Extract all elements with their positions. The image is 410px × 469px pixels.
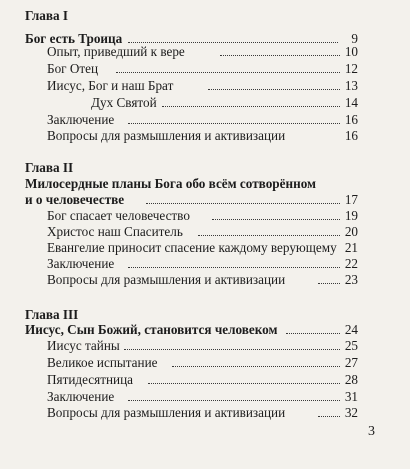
- dot-leader: [116, 72, 340, 73]
- toc-entry-page: 13: [344, 78, 358, 93]
- toc-entry-page: 19: [344, 208, 358, 223]
- toc-entry: [0, 256, 410, 272]
- chapter-2-title-line: [0, 176, 410, 192]
- dot-leader: [212, 219, 340, 220]
- dot-leader: [128, 400, 340, 401]
- toc-entry-page: 14: [344, 95, 358, 110]
- dot-leader: [128, 42, 338, 43]
- toc-entry-text: Вопросы для размышления и активизации: [47, 272, 286, 287]
- dot-leader: [162, 106, 340, 107]
- chapter-1-label: Глава I: [25, 8, 69, 23]
- dot-leader: [148, 383, 340, 384]
- dot-leader: [208, 89, 340, 90]
- toc-entry-page: 10: [344, 44, 358, 59]
- dot-leader: [146, 203, 340, 204]
- toc-entry-text: Заключение: [47, 112, 115, 127]
- dot-leader: [220, 55, 340, 56]
- toc-entry-page: 28: [344, 372, 358, 387]
- toc-entry-page: 31: [344, 389, 358, 404]
- toc-entry: [0, 338, 410, 354]
- toc-entry-text: Заключение: [47, 256, 115, 271]
- toc-entry: [0, 355, 410, 371]
- toc-entry: [0, 44, 410, 60]
- chapter-2-label-line: [0, 160, 410, 176]
- toc-entry: [0, 405, 410, 421]
- dot-leader: [198, 235, 340, 236]
- chapter-3-title: Иисус, Сын Божий, становится человеком: [25, 322, 278, 337]
- dot-leader: [128, 267, 340, 268]
- toc-entry-page: 22: [344, 256, 358, 271]
- toc-entry: [0, 224, 410, 240]
- toc-entry-text: Великое испытание: [47, 355, 158, 370]
- toc-entry-page: 16: [344, 128, 358, 143]
- toc-entry-page: 12: [344, 61, 358, 76]
- toc-entry: [0, 372, 410, 388]
- toc-entry-page: 20: [344, 224, 358, 239]
- toc-entry: [0, 272, 410, 288]
- chapter-3-label-line: [0, 307, 410, 323]
- toc-entry: [0, 112, 410, 128]
- toc-entry-page: 27: [344, 355, 358, 370]
- chapter-2-title-continued: и о человечестве: [25, 192, 125, 207]
- toc-entry-text: Опыт, приведший к вере: [47, 44, 185, 59]
- toc-entry-text: Бог Отец: [47, 61, 99, 76]
- chapter-1-title: Бог есть Троица: [25, 31, 123, 46]
- dot-leader: [124, 349, 340, 350]
- toc-entry-text: Иисус тайны: [47, 338, 120, 353]
- toc-entry-page: 32: [344, 405, 358, 420]
- toc-entry-text: Евангелие приносит спасение каждому верующему: [47, 240, 337, 255]
- toc-entry-page: 25: [344, 338, 358, 353]
- toc-entry-text: Дух Святой: [91, 95, 157, 110]
- chapter-3-title-page: 24: [344, 322, 358, 337]
- toc-entry: [0, 208, 410, 224]
- toc-entry-page: 23: [344, 272, 358, 287]
- toc-entry: [0, 95, 410, 111]
- toc-entry-text: Бог спасает человечество: [47, 208, 190, 223]
- toc-entry: [0, 61, 410, 77]
- toc-entry-text: Иисус, Бог и наш Брат: [47, 78, 174, 93]
- toc-entry: [0, 389, 410, 405]
- chapter-1-label-line: [0, 8, 410, 24]
- toc-entry-text: Вопросы для размышления и активизации: [47, 128, 286, 143]
- chapter-3-title-line: [0, 322, 410, 338]
- chapter-2-title-page: 17: [344, 192, 358, 207]
- chapter-1-title-page: 9: [351, 31, 358, 46]
- chapter-2-title-line-2: [0, 192, 410, 208]
- toc-entry-page: 16: [344, 112, 358, 127]
- chapter-2-title: Милосердные планы Бога обо всём сотворённом: [25, 176, 317, 191]
- toc-entry-text: Заключение: [47, 389, 115, 404]
- toc-entry-text: Вопросы для размышления и активизации: [47, 405, 286, 420]
- dot-leader: [128, 123, 340, 124]
- chapter-3-label: Глава III: [25, 307, 79, 322]
- toc-entry-text: Пятидесятница: [47, 372, 134, 387]
- toc-entry-text: Христос наш Спаситель: [47, 224, 183, 239]
- toc-entry: [0, 128, 410, 144]
- page-number: 3: [368, 424, 375, 439]
- toc-entry: [0, 78, 410, 94]
- toc-entry: [0, 240, 410, 256]
- dot-leader: [172, 366, 340, 367]
- chapter-2-label: Глава II: [25, 160, 74, 175]
- toc-entry-page: 21: [344, 240, 358, 255]
